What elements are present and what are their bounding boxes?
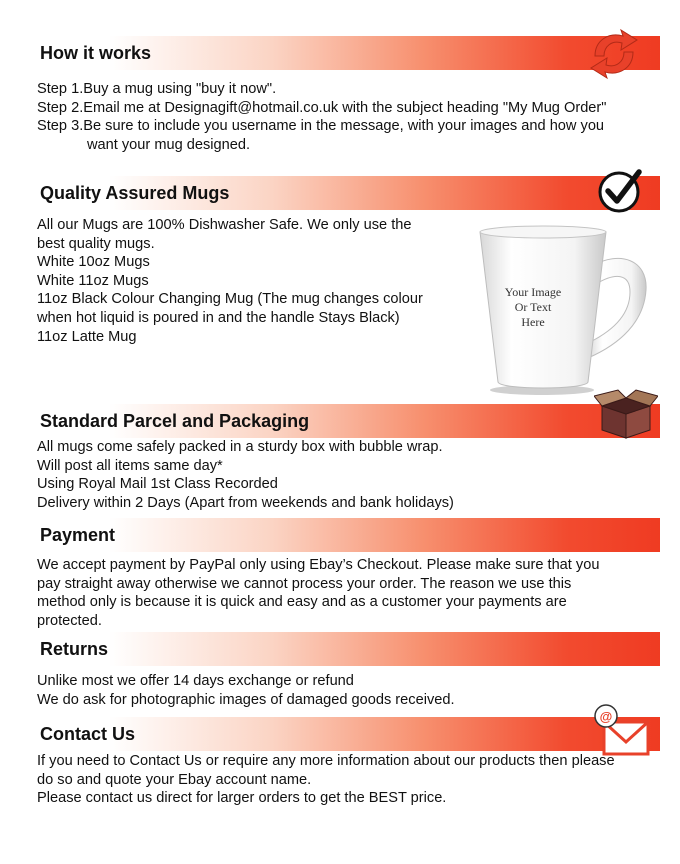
- at-symbol: @: [599, 709, 613, 724]
- mug-text-line: Or Text: [514, 300, 552, 314]
- contact-text: [37, 752, 615, 808]
- section-header-returns: Returns: [34, 632, 660, 666]
- text-line: when hot liquid is poured in and the handle Stays Black): [37, 309, 400, 326]
- text-line: do so and quote your Ebay account name.: [37, 771, 312, 788]
- how-it-works-text: [37, 80, 606, 154]
- quality-text: [37, 216, 423, 346]
- text-line: We accept payment by PayPal only using Ebay’s Checkout. Please make sure that you: [37, 557, 600, 573]
- text-line: Step 3.Be sure to include you username in the message, with your images and how you: [37, 118, 605, 135]
- text-line: method only is because it is quick and easy and as a customer your payments are: [37, 594, 567, 611]
- payment-text: [37, 556, 599, 630]
- text-line: Will post all items same day*: [37, 457, 223, 474]
- mug-text-line: Your Image: [504, 285, 562, 299]
- section-header-contact: Contact Us: [34, 717, 660, 751]
- checkmark-icon: [597, 166, 645, 214]
- mug-image: [470, 218, 666, 400]
- text-line: We do ask for photographic images of damaged goods received.: [37, 691, 455, 708]
- text-line: Step 2.Email me at Designagift@hotmail.co.uk with the subject heading "My Mug Order": [37, 99, 607, 116]
- text-line: Delivery within 2 Days (Apart from weekends and bank holidays): [37, 494, 454, 511]
- text-line: want your mug designed.: [87, 136, 251, 153]
- text-line: 11oz Latte Mug: [37, 328, 137, 345]
- text-line: Step 1.Buy a mug using "buy it now".: [37, 81, 277, 97]
- text-line: White 11oz Mugs: [37, 272, 149, 289]
- parcel-text: [37, 438, 454, 512]
- section-header-how-it-works: How it works: [34, 36, 660, 70]
- text-line: If you need to Contact Us or require any more information about our products then please: [37, 753, 615, 769]
- text-line: Please contact us direct for larger orders to get the BEST price.: [37, 790, 447, 807]
- section-header-quality: Quality Assured Mugs: [34, 176, 660, 210]
- text-line: pay straight away otherwise we cannot process your order. The reason we use this: [37, 575, 572, 592]
- returns-text: [37, 672, 455, 709]
- refresh-arrows-icon: [585, 26, 643, 82]
- text-line: White 10oz Mugs: [37, 254, 150, 271]
- section-header-parcel: Standard Parcel and Packaging: [34, 404, 660, 438]
- text-line: best quality mugs.: [37, 235, 155, 252]
- mug-text-line: Here: [521, 315, 545, 329]
- text-line: All mugs come safely packed in a sturdy box with bubble wrap.: [37, 439, 443, 455]
- text-line: protected.: [37, 612, 102, 629]
- open-box-icon: [594, 388, 658, 440]
- text-line: Using Royal Mail 1st Class Recorded: [37, 476, 278, 493]
- text-line: All our Mugs are 100% Dishwasher Safe. We only use the: [37, 217, 412, 233]
- text-line: 11oz Black Colour Changing Mug (The mug changes colour: [37, 291, 423, 308]
- text-line: Unlike most we offer 14 days exchange or refund: [37, 673, 354, 689]
- section-header-payment: Payment: [34, 518, 660, 552]
